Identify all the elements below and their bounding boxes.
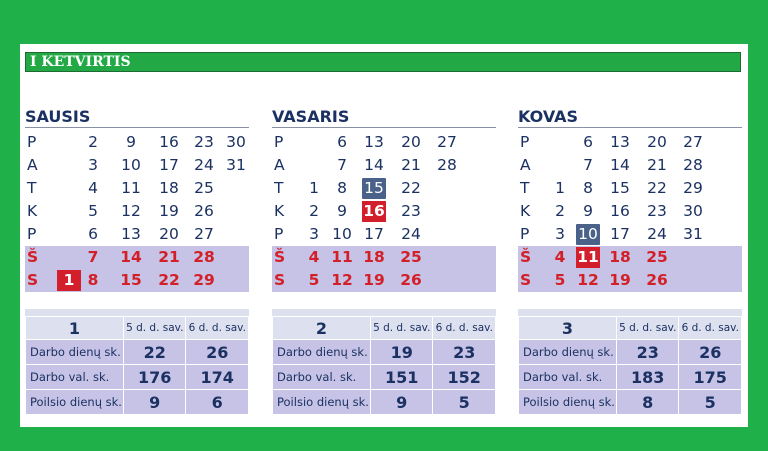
day-cell: 4 xyxy=(88,179,98,197)
day-cell: 6 xyxy=(88,225,98,243)
weekday-letter: S xyxy=(274,271,286,289)
weekday-letter: T xyxy=(27,179,37,197)
week-row-sunday xyxy=(272,269,496,292)
highlighted-day-cell: 10 xyxy=(576,224,600,245)
day-cell: 31 xyxy=(226,156,246,174)
weekday-letter: P xyxy=(274,133,284,151)
day-cell: 17 xyxy=(610,225,630,243)
day-cell: 23 xyxy=(401,202,421,220)
day-cell: 2 xyxy=(309,202,319,220)
day-cell: 15 xyxy=(610,179,630,197)
day-cell: 26 xyxy=(400,271,422,289)
weekday-letter: P xyxy=(520,133,530,151)
month-number: 1 xyxy=(26,317,124,340)
week-row xyxy=(518,131,742,154)
day-cell: 28 xyxy=(193,248,215,266)
stats-table-february xyxy=(272,316,496,415)
day-cell: 13 xyxy=(121,225,141,243)
day-cell: 22 xyxy=(647,179,667,197)
stats-strip xyxy=(25,309,249,316)
day-cell: 26 xyxy=(194,202,214,220)
weekday-letter: T xyxy=(520,179,530,197)
month-february xyxy=(272,106,496,292)
month-name: KOVAS xyxy=(518,106,742,128)
stat-label: Darbo dienų sk. xyxy=(519,340,617,365)
weekday-letter: S xyxy=(27,271,39,289)
day-cell: 19 xyxy=(159,202,179,220)
week-row-sunday xyxy=(25,269,249,292)
weekday-letter: T xyxy=(274,179,284,197)
day-cell: 18 xyxy=(609,248,631,266)
day-cell: 1 xyxy=(555,179,565,197)
stat-label: Darbo val. sk. xyxy=(519,365,617,390)
weekday-letter: A xyxy=(27,156,38,174)
stats-table-january xyxy=(25,316,249,415)
month-january xyxy=(25,106,249,292)
month-name: SAUSIS xyxy=(25,106,249,128)
week-row xyxy=(272,223,496,246)
week-row-saturday xyxy=(25,246,249,269)
day-cell: 21 xyxy=(401,156,421,174)
month-grid xyxy=(518,131,742,292)
stat-label: Poilsio dienų sk. xyxy=(273,390,371,415)
stat-value: 22 xyxy=(123,340,186,365)
week-row xyxy=(518,177,742,200)
day-cell: 6 xyxy=(583,133,593,151)
day-cell: 18 xyxy=(363,248,385,266)
holiday-day-cell: 1 xyxy=(57,270,81,291)
stat-value: 26 xyxy=(186,340,249,365)
day-cell: 7 xyxy=(337,156,347,174)
col-6day: 6 d. d. sav. xyxy=(186,317,249,340)
day-cell: 12 xyxy=(121,202,141,220)
week-row xyxy=(272,131,496,154)
day-cell: 11 xyxy=(331,248,353,266)
day-cell: 25 xyxy=(646,248,668,266)
day-cell: 5 xyxy=(308,271,320,289)
day-cell: 26 xyxy=(646,271,668,289)
day-cell: 4 xyxy=(308,248,320,266)
weekday-letter: P xyxy=(274,225,284,243)
day-cell: 16 xyxy=(159,133,179,151)
stat-value: 5 xyxy=(679,390,742,415)
weekday-letter: P xyxy=(27,133,37,151)
stat-value: 176 xyxy=(123,365,186,390)
weekday-letter: K xyxy=(520,202,531,220)
day-cell: 24 xyxy=(194,156,214,174)
stat-label: Darbo val. sk. xyxy=(273,365,371,390)
weekday-letter: A xyxy=(520,156,531,174)
month-name: VASARIS xyxy=(272,106,496,128)
stat-label: Poilsio dienų sk. xyxy=(519,390,617,415)
week-row xyxy=(518,223,742,246)
calendar-page xyxy=(20,44,748,427)
day-cell: 20 xyxy=(401,133,421,151)
week-row xyxy=(25,177,249,200)
col-6day: 6 d. d. sav. xyxy=(433,317,496,340)
day-cell: 13 xyxy=(364,133,384,151)
day-cell: 3 xyxy=(555,225,565,243)
month-grid xyxy=(272,131,496,292)
stat-label: Darbo dienų sk. xyxy=(26,340,124,365)
day-cell: 15 xyxy=(120,271,142,289)
day-cell: 31 xyxy=(683,225,703,243)
day-cell: 22 xyxy=(401,179,421,197)
col-5day: 5 d. d. sav. xyxy=(123,317,186,340)
day-cell: 19 xyxy=(609,271,631,289)
day-cell: 21 xyxy=(647,156,667,174)
week-row xyxy=(272,154,496,177)
stat-value: 183 xyxy=(616,365,679,390)
day-cell: 14 xyxy=(610,156,630,174)
day-cell: 25 xyxy=(400,248,422,266)
day-cell: 27 xyxy=(194,225,214,243)
day-cell: 12 xyxy=(331,271,353,289)
stat-value: 152 xyxy=(433,365,496,390)
day-cell: 23 xyxy=(647,202,667,220)
day-cell: 1 xyxy=(309,179,319,197)
stat-value: 174 xyxy=(186,365,249,390)
day-cell: 30 xyxy=(226,133,246,151)
week-row xyxy=(25,200,249,223)
week-row xyxy=(272,200,496,223)
col-6day: 6 d. d. sav. xyxy=(679,317,742,340)
week-row-sunday xyxy=(518,269,742,292)
weekday-letter: K xyxy=(27,202,38,220)
month-march xyxy=(518,106,742,292)
week-row-saturday xyxy=(518,246,742,269)
weekday-letter: P xyxy=(520,225,530,243)
weekday-letter: K xyxy=(274,202,285,220)
day-cell: 2 xyxy=(555,202,565,220)
week-row xyxy=(25,131,249,154)
day-cell: 20 xyxy=(647,133,667,151)
day-cell: 8 xyxy=(583,179,593,197)
day-cell: 27 xyxy=(683,133,703,151)
day-cell: 24 xyxy=(401,225,421,243)
stat-value: 19 xyxy=(370,340,433,365)
stats-strip xyxy=(272,309,496,316)
week-row-saturday xyxy=(272,246,496,269)
stat-label: Poilsio dienų sk. xyxy=(26,390,124,415)
day-cell: 11 xyxy=(121,179,141,197)
day-cell: 8 xyxy=(87,271,99,289)
day-cell: 7 xyxy=(87,248,99,266)
day-cell: 13 xyxy=(610,133,630,151)
day-cell: 6 xyxy=(337,133,347,151)
month-grid xyxy=(25,131,249,292)
day-cell: 7 xyxy=(583,156,593,174)
day-cell: 9 xyxy=(337,202,347,220)
day-cell: 28 xyxy=(683,156,703,174)
day-cell: 2 xyxy=(88,133,98,151)
day-cell: 20 xyxy=(159,225,179,243)
stat-value: 5 xyxy=(433,390,496,415)
stat-value: 9 xyxy=(123,390,186,415)
day-cell: 3 xyxy=(309,225,319,243)
stat-label: Darbo val. sk. xyxy=(26,365,124,390)
day-cell: 14 xyxy=(120,248,142,266)
stats-strip xyxy=(518,309,742,316)
weekday-letter: S xyxy=(520,271,532,289)
week-row xyxy=(25,154,249,177)
day-cell: 21 xyxy=(158,248,180,266)
stat-label: Darbo dienų sk. xyxy=(273,340,371,365)
stat-value: 8 xyxy=(616,390,679,415)
day-cell: 3 xyxy=(88,156,98,174)
stat-value: 26 xyxy=(679,340,742,365)
quarter-title: I KETVIRTIS xyxy=(30,54,131,70)
day-cell: 22 xyxy=(158,271,180,289)
col-5day: 5 d. d. sav. xyxy=(370,317,433,340)
day-cell: 18 xyxy=(159,179,179,197)
day-cell: 30 xyxy=(683,202,703,220)
weekday-letter: Š xyxy=(520,248,532,266)
week-row xyxy=(518,200,742,223)
day-cell: 4 xyxy=(554,248,566,266)
quarter-header xyxy=(25,52,741,72)
stat-value: 9 xyxy=(370,390,433,415)
week-row xyxy=(25,223,249,246)
col-5day: 5 d. d. sav. xyxy=(616,317,679,340)
day-cell: 23 xyxy=(194,133,214,151)
stat-value: 23 xyxy=(433,340,496,365)
month-number: 3 xyxy=(519,317,617,340)
stat-value: 151 xyxy=(370,365,433,390)
day-cell: 25 xyxy=(194,179,214,197)
weekday-letter: Š xyxy=(27,248,39,266)
day-cell: 29 xyxy=(193,271,215,289)
day-cell: 9 xyxy=(126,133,136,151)
week-row xyxy=(272,177,496,200)
day-cell: 24 xyxy=(647,225,667,243)
day-cell: 17 xyxy=(364,225,384,243)
day-cell: 5 xyxy=(88,202,98,220)
month-number: 2 xyxy=(273,317,371,340)
day-cell: 27 xyxy=(437,133,457,151)
holiday-day-cell: 16 xyxy=(363,202,385,220)
weekday-letter: A xyxy=(274,156,285,174)
day-cell: 17 xyxy=(159,156,179,174)
day-cell: 29 xyxy=(683,179,703,197)
holiday-day-cell: 11 xyxy=(577,248,599,266)
week-row xyxy=(518,154,742,177)
day-cell: 28 xyxy=(437,156,457,174)
day-cell: 16 xyxy=(610,202,630,220)
weekday-letter: Š xyxy=(274,248,286,266)
stats-table-march xyxy=(518,316,742,415)
stat-value: 6 xyxy=(186,390,249,415)
day-cell: 10 xyxy=(332,225,352,243)
stat-value: 175 xyxy=(679,365,742,390)
day-cell: 19 xyxy=(363,271,385,289)
stat-value: 23 xyxy=(616,340,679,365)
day-cell: 12 xyxy=(577,271,599,289)
day-cell: 14 xyxy=(364,156,384,174)
day-cell: 9 xyxy=(583,202,593,220)
weekday-letter: P xyxy=(27,225,37,243)
highlighted-day-cell: 15 xyxy=(362,178,386,199)
day-cell: 10 xyxy=(121,156,141,174)
day-cell: 5 xyxy=(554,271,566,289)
day-cell: 8 xyxy=(337,179,347,197)
